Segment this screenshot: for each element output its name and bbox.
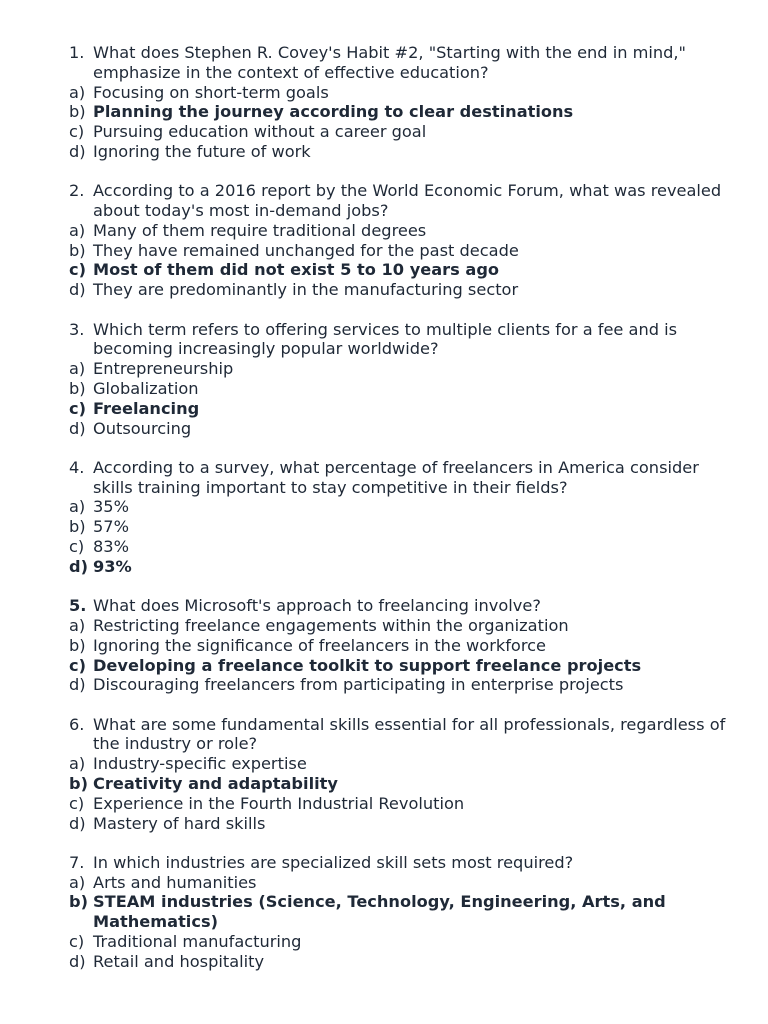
option-letter: d) [69, 141, 86, 161]
option-text-correct: STEAM industries (Science, Technology, Engineering, Arts, and Mathematics) [93, 892, 666, 932]
option-letter: a) [69, 615, 86, 635]
option-text: 35% [93, 497, 129, 517]
option-item-correct [69, 557, 729, 577]
option-text: 83% [93, 537, 129, 557]
option-letter: c) [69, 260, 86, 280]
option-text-correct: 93% [93, 556, 132, 576]
option-item [69, 814, 729, 834]
question-text: According to a survey, what percentage of freelancers in America consider skills training important to stay competitive in their fields? [93, 457, 699, 497]
question-text: What does Microsoft's approach to freelancing involve? [93, 596, 541, 616]
option-text: Traditional manufacturing [93, 932, 302, 952]
question-text: According to a 2016 report by the World Economic Forum, what was revealed about today's most in-demand jobs? [93, 181, 722, 221]
option-letter: b) [69, 378, 86, 398]
question-number: 5. [69, 596, 87, 616]
option-item-correct [69, 399, 729, 419]
option-text: Focusing on short-term goals [93, 82, 329, 102]
question-number: 3. [69, 319, 85, 339]
option-text: Outsourcing [93, 418, 192, 438]
option-letter: b) [69, 517, 86, 537]
option-item [69, 122, 729, 142]
question-number: 2. [69, 181, 85, 201]
option-item-correct [69, 892, 729, 932]
option-item [69, 241, 729, 261]
question-line [69, 458, 729, 498]
option-item [69, 83, 729, 103]
option-item [69, 794, 729, 814]
option-letter: b) [69, 635, 86, 655]
option-letter: c) [69, 655, 86, 675]
question-block [69, 853, 729, 972]
question-number: 7. [69, 852, 85, 872]
option-text: Restricting freelance engagements within the organization [93, 615, 569, 635]
option-text: 57% [93, 517, 129, 537]
option-text: Globalization [93, 378, 199, 398]
question-line [69, 715, 729, 755]
option-letter: a) [69, 754, 86, 774]
option-text-correct: Developing a freelance toolkit to support freelance projects [93, 655, 642, 675]
question-block [69, 320, 729, 439]
option-letter: d) [69, 813, 86, 833]
question-number: 1. [69, 43, 85, 62]
option-item [69, 497, 729, 517]
option-item-correct [69, 102, 729, 122]
option-item [69, 616, 729, 636]
option-item [69, 873, 729, 893]
option-item [69, 280, 729, 300]
question-text: What are some fundamental skills essential for all professionals, regardless of the industry or role? [93, 714, 726, 754]
question-block [69, 43, 729, 162]
option-text: Experience in the Fourth Industrial Revolution [93, 793, 465, 813]
option-item-correct [69, 774, 729, 794]
question-number: 4. [69, 457, 85, 477]
option-text: They are predominantly in the manufacturing sector [93, 280, 519, 300]
option-item [69, 675, 729, 695]
question-line [69, 43, 729, 83]
option-letter: c) [69, 537, 85, 557]
option-text: Discouraging freelancers from participating in enterprise projects [93, 675, 624, 695]
option-item [69, 419, 729, 439]
option-letter: c) [69, 932, 85, 952]
option-item [69, 636, 729, 656]
option-item-correct [69, 260, 729, 280]
question-line [69, 320, 729, 360]
question-line [69, 853, 729, 873]
option-letter: d) [69, 556, 88, 576]
option-letter: c) [69, 122, 85, 142]
option-item [69, 359, 729, 379]
question-block [69, 596, 729, 695]
option-letter: b) [69, 774, 88, 793]
option-text: Arts and humanities [93, 872, 257, 892]
option-item [69, 537, 729, 557]
option-item [69, 754, 729, 774]
option-letter: a) [69, 872, 86, 892]
option-item [69, 379, 729, 399]
question-block [69, 458, 729, 577]
option-letter: a) [69, 82, 86, 102]
option-text: They have remained unchanged for the past decade [93, 240, 519, 260]
question-line [69, 596, 729, 616]
option-text: Ignoring the significance of freelancers in the workforce [93, 635, 546, 655]
option-letter: d) [69, 675, 86, 695]
option-text-correct: Most of them did not exist 5 to 10 years ago [93, 260, 500, 280]
option-item [69, 932, 729, 952]
option-letter: d) [69, 951, 86, 971]
option-letter: c) [69, 793, 85, 813]
option-item [69, 517, 729, 537]
question-line [69, 181, 729, 221]
option-text: Retail and hospitality [93, 951, 265, 971]
question-text: What does Stephen R. Covey's Habit #2, "Starting with the end in mind," emphasize in the context of effective education? [93, 43, 687, 82]
option-item [69, 142, 729, 162]
option-text-correct: Creativity and adaptability [93, 774, 338, 793]
quiz-document [69, 43, 729, 991]
option-letter: d) [69, 418, 86, 438]
option-letter: b) [69, 240, 86, 260]
option-letter: a) [69, 359, 86, 379]
option-item [69, 952, 729, 972]
question-number: 6. [69, 714, 85, 734]
option-letter: d) [69, 280, 86, 300]
option-letter: a) [69, 220, 86, 240]
option-letter: c) [69, 398, 86, 418]
option-text: Pursuing education without a career goal [93, 122, 427, 142]
option-text-correct: Planning the journey according to clear destinations [93, 102, 574, 122]
option-text: Entrepreneurship [93, 359, 234, 379]
option-text: Industry-specific expertise [93, 754, 307, 774]
question-block [69, 181, 729, 300]
option-letter: b) [69, 102, 86, 122]
question-block [69, 715, 729, 834]
option-letter: a) [69, 497, 86, 517]
option-item [69, 221, 729, 241]
option-text: Ignoring the future of work [93, 141, 311, 161]
question-text: Which term refers to offering services to multiple clients for a fee and is becoming increasingly popular worldwide? [93, 319, 678, 359]
option-text-correct: Freelancing [93, 398, 200, 418]
question-text: In which industries are specialized skill sets most required? [93, 852, 574, 872]
option-letter: b) [69, 892, 88, 912]
option-text: Mastery of hard skills [93, 813, 266, 833]
option-item-correct [69, 656, 729, 676]
option-text: Many of them require traditional degrees [93, 220, 427, 240]
